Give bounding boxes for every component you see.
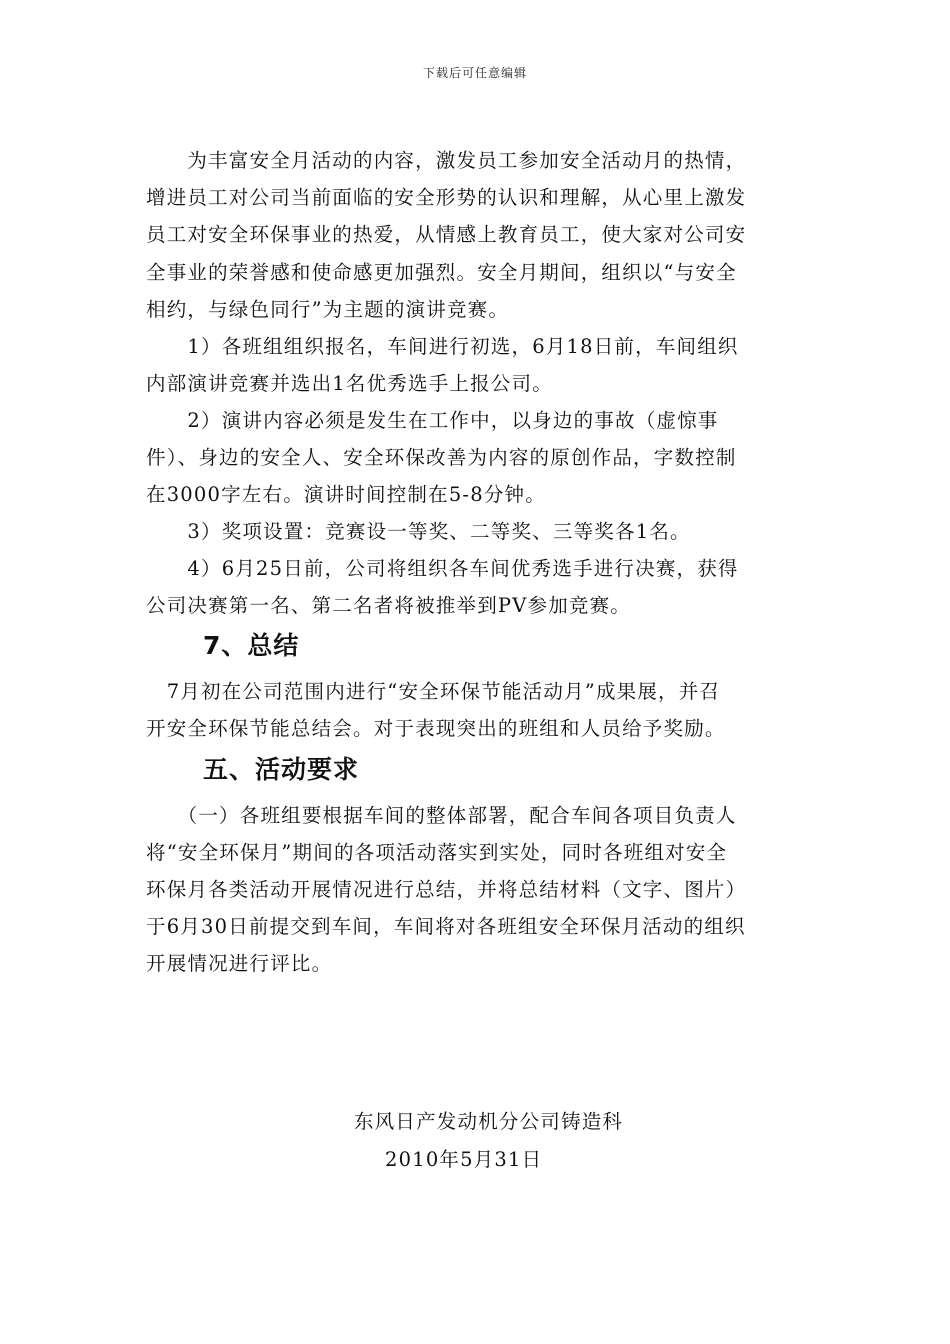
paragraph-line: 全事业的荣誉感和使命感更加强烈。安全月期间，组织以“与安全 — [146, 261, 737, 284]
paragraph-line: （一）各班组要根据车间的整体部署，配合车间各项目负责人 — [146, 804, 737, 827]
paragraph-line: 环保月各类活动开展情况进行总结，并将总结材料（文字、图片） — [146, 878, 747, 901]
section-heading-requirements: 五、活动要求 — [203, 755, 360, 784]
list-item-line: 1）各班组组织报名，车间进行初选，6月18日前，车间组织 — [146, 335, 739, 358]
paragraph-line: 员工对安全环保事业的热爱，从情感上教育员工，使大家对公司安 — [146, 223, 747, 246]
section-heading-summary: 7、总结 — [203, 631, 300, 660]
paragraph-line: 为丰富安全月活动的内容，激发员工参加安全活动月的热情， — [146, 149, 747, 172]
list-item-line: 在3000字左右。演讲时间控制在5-8分钟。 — [146, 483, 546, 506]
paragraph-line: 7月初在公司范围内进行“安全环保节能活动月”成果展，并召 — [146, 680, 721, 703]
signature-date: 2010年5月31日 — [385, 1148, 543, 1171]
list-item-line: 件）、身边的安全人、安全环保改善为内容的原创作品，字数控制 — [146, 446, 737, 469]
list-item-line: 3）奖项设置：竞赛设一等奖、二等奖、三等奖各1名。 — [146, 520, 691, 543]
paragraph-line: 于6月30日前提交到车间，车间将对各班组安全环保月活动的组织 — [146, 915, 746, 938]
signature-org: 东风日产发动机分公司铸造科 — [354, 1110, 624, 1133]
list-item-line: 2）演讲内容必须是发生在工作中，以身边的事故（虚惊事 — [146, 409, 719, 432]
paragraph-line: 相约，与绿色同行”为主题的演讲竞赛。 — [146, 298, 510, 321]
paragraph-line: 开展情况进行评比。 — [146, 952, 333, 975]
paragraph-line: 将“安全环保月”期间的各项活动落实到实处，同时各班组对安全 — [146, 841, 728, 864]
header-note: 下载后可任意编辑 — [422, 66, 527, 80]
list-item-line: 公司决赛第一名、第二名者将被推举到PV参加竞赛。 — [146, 594, 632, 617]
list-item-line: 4）6月25日前，公司将组织各车间优秀选手进行决赛，获得 — [146, 557, 739, 580]
paragraph-line: 开安全环保节能总结会。对于表现突出的班组和人员给予奖励。 — [146, 717, 726, 740]
paragraph-line: 增进员工对公司当前面临的安全形势的认识和理解，从心里上激发 — [146, 186, 747, 209]
list-item-line: 内部演讲竞赛并选出1名优秀选手上报公司。 — [146, 372, 553, 395]
